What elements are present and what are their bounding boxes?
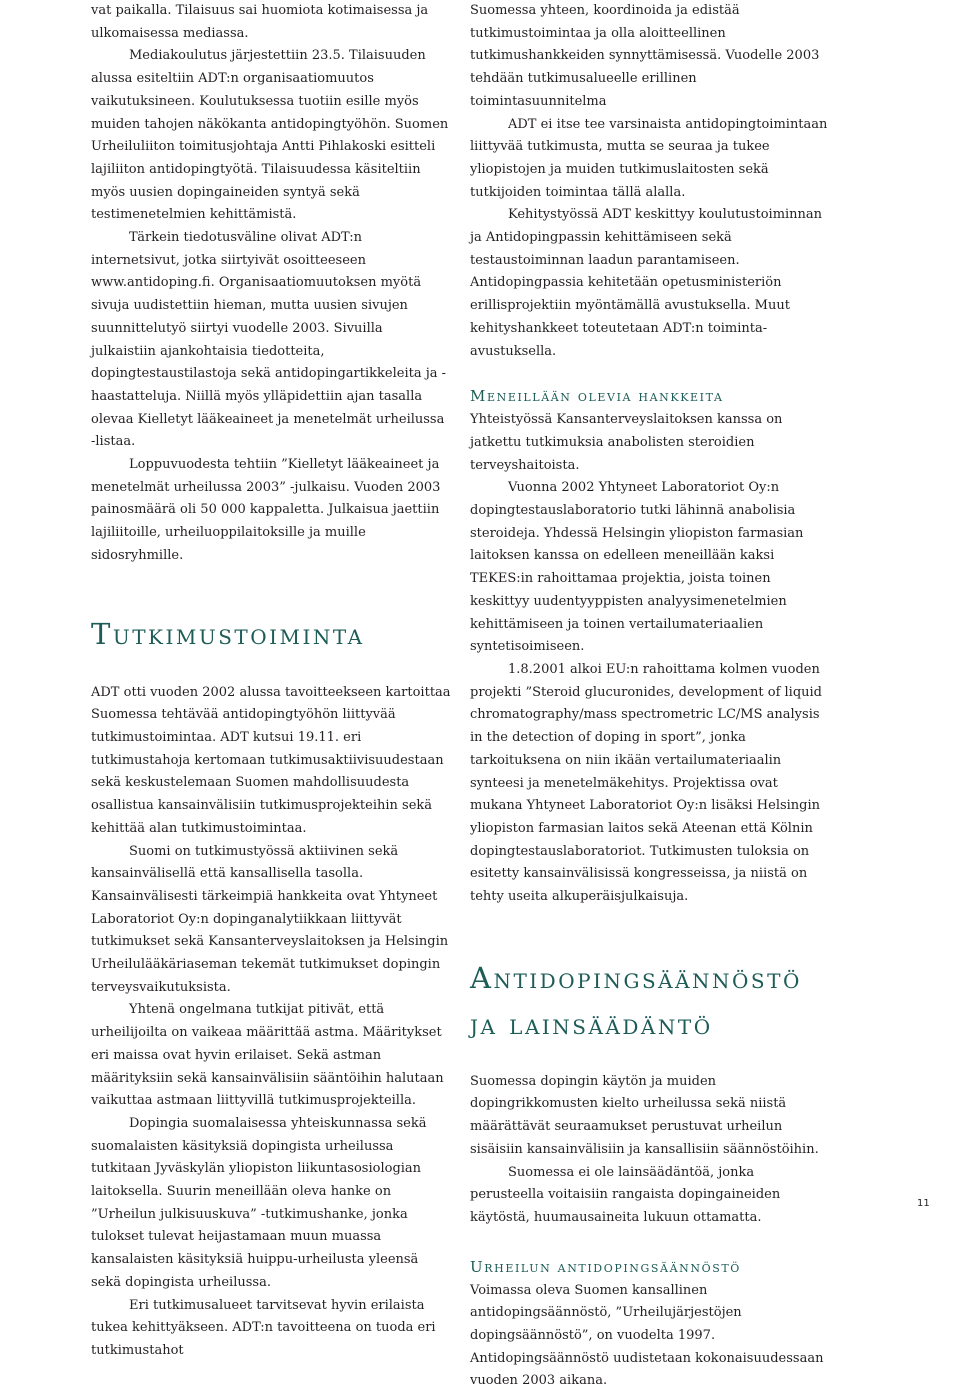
subheading-urheilun-antidopingsaannosto: Urheilun antidopingsäännöstö [470,1257,741,1276]
body-paragraph: ADT ei itse tee varsinaista antidopingtoimintaan liittyvää tutkimusta, mutta se seuraa ja tukee yliopistojen ja muiden tutkimuslaitosten sekä tutkijoiden toimintaa tällä alalla. [470,116,828,200]
body-paragraph: Suomi on tutkimustyössä aktiivinen sekä kansainvälisellä että kansallisella tasolla. Kansainvälisesti tärkeimpiä hankkeita ovat Yhtyneet Laboratoriot Oy:n dopinganalytiikkaan liittyvät tutkimukset sekä Kansanterveyslaitoksen ja Helsingin Urheilulääkäriaseman tekemät tutkimukset dopingin terveysvaikutuksista. [91,843,449,995]
section-heading-antidopingsaannosto-line1: Antidopingsäännöstö [470,960,802,995]
body-paragraph: vat paikalla. Tilaisuus sai huomiota kotimaisessa ja ulkomaisessa mediassa. [91,3,429,41]
body-paragraph: Suomessa dopingin käytön ja muiden dopingrikkomusten kielto urheilussa sekä niistä määrättävät seuraamukset perustuvat urheilun sisäisiin kansainvälisiin ja kansallisiin säännöstöihin. [470,1073,819,1157]
right-column [470,0,830,1393]
subheading-meneillaan-olevia-hankkeita: Meneillään olevia hankkeita [470,387,724,406]
body-paragraph: Vuonna 2002 Yhtyneet Laboratoriot Oy:n dopingtestauslaboratorio tutki lähinnä anabolisia steroideja. Yhdessä Helsingin yliopiston farmasian laitoksen kanssa on edelleen meneillään kaksi TEKES:in rahoittamaa projektia, joista toinen keskittyy uudentyyppisten analyysimenetelmien kehittämiseen ja toinen vertailumateriaalien syntetisoimiseen. [470,480,804,655]
body-paragraph: Loppuvuodesta tehtiin ”Kielletyt lääkeaineet ja menetelmät urheilussa 2003” -julkaisu. Vuoden 2003 painosmäärä oli 50 000 kappaletta. Julkaisua jaettiin lajiliitoille, urheiluoppilaitoksille ja muille sidosryhmille. [91,457,441,563]
body-paragraph: Suomessa ei ole lainsäädäntöä, jonka perusteella voitaisiin rangaista dopingaineiden käytöstä, huumausaineita lukuun ottamatta. [470,1164,781,1225]
body-paragraph: 1.8.2001 alkoi EU:n rahoittama kolmen vuoden projekti ”Steroid glucuronides, development of liquid chromatography/mass spectrometric LC/MS analysis in the detection of doping in sport”, jonka tarkoituksena on niin ikään vertailumateriaalin synteesi ja menetelmäkehitys. Projektissa ovat mukana Yhtyneet Laboratoriot Oy:n lisäksi Helsingin yliopiston farmasian laitos sekä Ateenan että Kölnin dopingtestauslaboratoriot. Tutkimusten tuloksia on esitetty kansainvälisissä kongresseissa, ja niistä on tehty useita alkuperäisjulkaisuja. [470,661,822,905]
body-paragraph: Eri tutkimusalueet tarvitsevat hyvin erilaista tukea kehittyäkseen. ADT:n tavoitteena on tuoda eri tutkimustahot [91,1297,436,1358]
section-heading-antidopingsaannosto-line2: ja lainsäädäntö [470,1006,713,1041]
body-paragraph: Suomessa yhteen, koordinoida ja edistää tutkimustoimintaa ja olla aloitteellinen tutkimushankkeiden synnyttämisessä. Vuodelle 2003 tehdään tutkimusalueelle erillinen toimintasuunnitelma [470,3,820,109]
left-column [91,0,451,1363]
body-paragraph: Kehitystyössä ADT keskittyy koulutustoiminnan ja Antidopingpassin kehittämiseen sekä testaustoiminnan laadun parantamiseen. Antidopingpassia kehitetään opetusministeriön erillisprojektiin myöntämällä avustuksella. Muut kehityshankkeet toteutetaan ADT:n toiminta-avustuksella. [470,207,823,359]
body-paragraph: Voimassa oleva Suomen kansallinen antidopingsäännöstö, ”Urheilujärjestöjen dopingsäännöstö”, on vuodelta 1997. Antidopingsäännöstö uudistetaan kokonaisuudessaan vuoden 2003 aikana. [470,1282,824,1389]
body-paragraph: Dopingia suomalaisessa yhteiskunnassa sekä suomalaisten käsityksiä dopingista urheilussa tutkitaan Jyväskylän yliopiston liikuntasosiologian laitoksella. Suurin meneillään oleva hanke on ”Urheilun julkisuuskuva” -tutkimushanke, jonka tulokset tulevat heijastamaan muun muassa kansalaisten käsityksiä huippu-urheilusta yleensä sekä dopingista urheilussa. [91,1115,427,1290]
body-paragraph: Tärkein tiedotusväline olivat ADT:n internetsivut, jotka siirtyivät osoitteeseen www.antidoping.fi. Organisaatiomuutoksen myötä sivuja uudistettiin hieman, mutta uusien sivujen suunnittelutyö siirtyi vuodelle 2003. Sivuilla julkaistiin ajankohtaisia tiedotteita, dopingtestaustilastoja sekä antidopingartikkeleita ja -haastatteluja. Niillä myös ylläpidettiin ajan tasalla olevaa Kielletyt lääkeaineet ja menetelmät urheilussa -listaa. [91,230,447,450]
section-heading-tutkimustoiminta: Tutkimustoiminta [91,616,365,651]
body-paragraph: Mediakoulutus järjestettiin 23.5. Tilaisuuden alussa esiteltiin ADT:n organisaatiomuutos vaikutuksineen. Koulutuksessa tuotiin esille myös muiden tahojen näkökanta antidopingtyöhön. Suomen Urheiluliiton toimitusjohtaja Antti Pihlakoski esitteli lajiliiton antidopingtyötä. Tilaisuudessa käsiteltiin myös uusien dopingaineiden syntyä sekä testimenetelmien kehittämistä. [91,48,449,223]
body-paragraph: Yhteistyössä Kansanterveyslaitoksen kanssa on jatkettu tutkimuksia anabolisten steroidien terveyshaitoista. [470,412,783,473]
page-number: 11 [917,1198,930,1209]
body-paragraph: ADT otti vuoden 2002 alussa tavoitteekseen kartoittaa Suomessa tehtävää antidopingtyöhön liittyvää tutkimustoimintaa. ADT kutsui 19.11. eri tutkimustahoja kertomaan tutkimusaktiivisuudestaan sekä keskustelemaan Suomen mahdollisuudesta osallistua kansainvälisiin tutkimusprojekteihin sekä kehittää alan tutkimustoimintaa. [91,684,451,836]
body-paragraph: Yhtenä ongelmana tutkijat pitivät, että urheilijoilta on vaikeaa määrittää astma. Määritykset eri maissa ovat hyvin erilaiset. Sekä astman määrityksiin sekä kansainvälisiin sääntöihin halutaan vaikuttaa astmaan liittyvillä tutkimusprojekteilla. [91,1002,444,1109]
